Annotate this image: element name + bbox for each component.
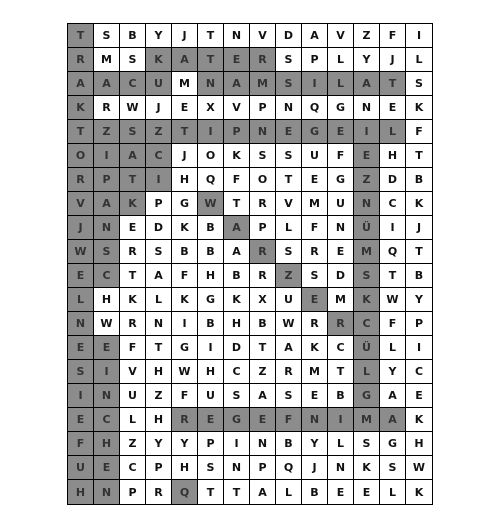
letter-cell[interactable]: O (68, 144, 94, 168)
letter-cell[interactable]: I (406, 24, 432, 48)
letter-cell[interactable]: S (276, 48, 302, 72)
letter-cell[interactable]: L (380, 480, 406, 504)
letter-cell[interactable]: Z (354, 168, 380, 192)
letter-cell[interactable]: B (276, 432, 302, 456)
letter-cell[interactable]: B (250, 312, 276, 336)
letter-cell[interactable]: J (146, 96, 172, 120)
letter-cell[interactable]: H (380, 144, 406, 168)
letter-cell[interactable]: C (94, 408, 120, 432)
letter-cell[interactable]: N (250, 120, 276, 144)
letter-cell[interactable]: N (68, 312, 94, 336)
letter-cell[interactable]: R (250, 192, 276, 216)
letter-cell[interactable]: L (276, 216, 302, 240)
letter-cell[interactable]: L (406, 48, 432, 72)
letter-cell[interactable]: W (276, 312, 302, 336)
letter-cell[interactable]: U (276, 288, 302, 312)
letter-cell[interactable]: O (250, 168, 276, 192)
letter-cell[interactable]: S (224, 384, 250, 408)
letter-cell[interactable]: A (250, 480, 276, 504)
letter-cell[interactable]: T (380, 72, 406, 96)
letter-cell[interactable]: N (354, 96, 380, 120)
letter-cell[interactable]: T (224, 192, 250, 216)
letter-cell[interactable]: S (354, 264, 380, 288)
letter-cell[interactable]: K (354, 288, 380, 312)
letter-cell[interactable]: K (172, 288, 198, 312)
letter-cell[interactable]: L (328, 72, 354, 96)
letter-cell[interactable]: Z (354, 24, 380, 48)
letter-cell[interactable]: Y (354, 48, 380, 72)
letter-cell[interactable]: H (146, 408, 172, 432)
letter-cell[interactable]: I (172, 312, 198, 336)
letter-cell[interactable]: S (94, 240, 120, 264)
letter-cell[interactable]: N (354, 192, 380, 216)
letter-cell[interactable]: K (406, 192, 432, 216)
letter-cell[interactable]: B (302, 480, 328, 504)
letter-cell[interactable]: R (250, 264, 276, 288)
letter-cell[interactable]: K (224, 144, 250, 168)
letter-cell[interactable]: K (224, 288, 250, 312)
letter-cell[interactable]: E (120, 216, 146, 240)
letter-cell[interactable]: I (198, 120, 224, 144)
letter-cell[interactable]: R (68, 48, 94, 72)
letter-cell[interactable]: I (94, 360, 120, 384)
letter-cell[interactable]: A (276, 336, 302, 360)
letter-cell[interactable]: E (354, 144, 380, 168)
letter-cell[interactable]: R (120, 312, 146, 336)
letter-cell[interactable]: T (250, 336, 276, 360)
letter-cell[interactable]: S (380, 456, 406, 480)
letter-cell[interactable]: T (68, 24, 94, 48)
letter-cell[interactable]: X (250, 288, 276, 312)
letter-cell[interactable]: E (198, 408, 224, 432)
letter-cell[interactable]: P (302, 48, 328, 72)
letter-cell[interactable]: L (328, 48, 354, 72)
letter-cell[interactable]: H (172, 168, 198, 192)
letter-cell[interactable]: N (94, 216, 120, 240)
letter-cell[interactable]: T (276, 168, 302, 192)
letter-cell[interactable]: E (172, 96, 198, 120)
letter-cell[interactable]: M (328, 288, 354, 312)
letter-cell[interactable]: S (406, 72, 432, 96)
letter-cell[interactable]: V (276, 192, 302, 216)
letter-cell[interactable]: J (406, 216, 432, 240)
letter-cell[interactable]: Z (94, 120, 120, 144)
letter-cell[interactable]: Q (302, 96, 328, 120)
letter-cell[interactable]: X (198, 96, 224, 120)
letter-cell[interactable]: P (198, 432, 224, 456)
letter-cell[interactable]: Q (198, 168, 224, 192)
letter-cell[interactable]: T (406, 144, 432, 168)
letter-cell[interactable]: L (354, 360, 380, 384)
letter-cell[interactable]: E (94, 336, 120, 360)
letter-cell[interactable]: N (250, 432, 276, 456)
letter-cell[interactable]: A (380, 384, 406, 408)
letter-cell[interactable]: F (328, 144, 354, 168)
letter-cell[interactable]: A (172, 48, 198, 72)
letter-cell[interactable]: T (380, 264, 406, 288)
letter-cell[interactable]: C (120, 456, 146, 480)
letter-cell[interactable]: C (354, 312, 380, 336)
letter-cell[interactable]: S (276, 72, 302, 96)
letter-cell[interactable]: T (224, 480, 250, 504)
letter-cell[interactable]: D (224, 336, 250, 360)
letter-cell[interactable]: Z (276, 264, 302, 288)
letter-cell[interactable]: W (406, 456, 432, 480)
letter-cell[interactable]: A (224, 72, 250, 96)
letter-cell[interactable]: W (380, 288, 406, 312)
letter-cell[interactable]: S (120, 48, 146, 72)
letter-cell[interactable]: R (94, 96, 120, 120)
letter-cell[interactable]: Z (120, 432, 146, 456)
letter-cell[interactable]: J (302, 456, 328, 480)
letter-cell[interactable]: M (354, 240, 380, 264)
letter-cell[interactable]: H (198, 360, 224, 384)
letter-cell[interactable]: Y (146, 24, 172, 48)
letter-cell[interactable]: E (380, 96, 406, 120)
letter-cell[interactable]: S (68, 360, 94, 384)
letter-cell[interactable]: I (380, 216, 406, 240)
letter-cell[interactable]: G (172, 336, 198, 360)
letter-cell[interactable]: I (198, 336, 224, 360)
letter-cell[interactable]: I (224, 432, 250, 456)
letter-cell[interactable]: K (302, 336, 328, 360)
letter-cell[interactable]: H (94, 288, 120, 312)
letter-cell[interactable]: F (380, 24, 406, 48)
letter-cell[interactable]: D (276, 24, 302, 48)
letter-cell[interactable]: N (146, 312, 172, 336)
letter-cell[interactable]: J (68, 216, 94, 240)
letter-cell[interactable]: J (380, 48, 406, 72)
letter-cell[interactable]: I (302, 72, 328, 96)
letter-cell[interactable]: C (406, 360, 432, 384)
letter-cell[interactable]: N (302, 408, 328, 432)
letter-cell[interactable]: S (250, 144, 276, 168)
letter-cell[interactable]: S (354, 432, 380, 456)
letter-cell[interactable]: A (94, 192, 120, 216)
letter-cell[interactable]: E (328, 240, 354, 264)
letter-cell[interactable]: H (406, 432, 432, 456)
letter-cell[interactable]: L (380, 120, 406, 144)
letter-cell[interactable]: F (302, 216, 328, 240)
letter-cell[interactable]: T (120, 168, 146, 192)
letter-cell[interactable]: A (146, 264, 172, 288)
letter-cell[interactable]: E (406, 384, 432, 408)
letter-cell[interactable]: A (120, 144, 146, 168)
letter-cell[interactable]: E (68, 264, 94, 288)
letter-cell[interactable]: T (406, 240, 432, 264)
letter-cell[interactable]: L (276, 480, 302, 504)
letter-cell[interactable]: B (328, 384, 354, 408)
letter-cell[interactable]: Q (276, 456, 302, 480)
letter-cell[interactable]: Y (406, 288, 432, 312)
letter-cell[interactable]: E (354, 480, 380, 504)
letter-cell[interactable]: E (328, 480, 354, 504)
letter-cell[interactable]: S (276, 144, 302, 168)
letter-cell[interactable]: A (380, 408, 406, 432)
letter-cell[interactable]: R (120, 240, 146, 264)
letter-cell[interactable]: N (224, 24, 250, 48)
letter-cell[interactable]: D (146, 216, 172, 240)
letter-cell[interactable]: V (250, 24, 276, 48)
letter-cell[interactable]: S (146, 240, 172, 264)
letter-cell[interactable]: P (224, 120, 250, 144)
letter-cell[interactable]: S (94, 24, 120, 48)
letter-cell[interactable]: L (380, 336, 406, 360)
letter-cell[interactable]: Y (380, 360, 406, 384)
letter-cell[interactable]: R (276, 360, 302, 384)
letter-cell[interactable]: L (68, 288, 94, 312)
letter-cell[interactable]: E (302, 384, 328, 408)
letter-cell[interactable]: W (172, 360, 198, 384)
letter-cell[interactable]: E (250, 408, 276, 432)
letter-cell[interactable]: B (198, 240, 224, 264)
letter-cell[interactable]: P (406, 312, 432, 336)
letter-cell[interactable]: F (172, 384, 198, 408)
letter-cell[interactable]: T (198, 480, 224, 504)
letter-cell[interactable]: J (172, 144, 198, 168)
letter-cell[interactable]: R (302, 312, 328, 336)
letter-cell[interactable]: H (146, 360, 172, 384)
letter-cell[interactable]: N (224, 456, 250, 480)
letter-cell[interactable]: K (414, 485, 424, 499)
letter-cell[interactable]: B (198, 312, 224, 336)
letter-cell[interactable]: K (68, 96, 94, 120)
letter-cell[interactable]: T (172, 120, 198, 144)
letter-cell[interactable]: H (68, 480, 94, 504)
letter-cell[interactable]: R (250, 48, 276, 72)
letter-cell[interactable]: Y (302, 432, 328, 456)
letter-cell[interactable]: N (328, 456, 354, 480)
letter-cell[interactable]: K (120, 288, 146, 312)
letter-cell[interactable]: L (120, 408, 146, 432)
letter-cell[interactable]: C (224, 360, 250, 384)
letter-cell[interactable]: I (328, 408, 354, 432)
letter-cell[interactable]: G (354, 384, 380, 408)
letter-cell[interactable]: B (172, 240, 198, 264)
letter-cell[interactable]: Ü (354, 216, 380, 240)
letter-cell[interactable]: W (198, 192, 224, 216)
letter-cell[interactable]: G (198, 288, 224, 312)
letter-cell[interactable]: T (120, 264, 146, 288)
letter-cell[interactable]: L (146, 288, 172, 312)
letter-cell[interactable]: S (198, 456, 224, 480)
letter-cell[interactable]: E (224, 48, 250, 72)
letter-cell[interactable]: R (146, 480, 172, 504)
letter-cell[interactable]: E (302, 288, 328, 312)
letter-cell[interactable]: E (302, 168, 328, 192)
letter-cell[interactable]: G (328, 96, 354, 120)
letter-cell[interactable]: D (380, 168, 406, 192)
letter-cell[interactable]: B (224, 264, 250, 288)
letter-cell[interactable]: R (172, 408, 198, 432)
letter-cell[interactable]: M (302, 360, 328, 384)
letter-cell[interactable]: W (94, 312, 120, 336)
letter-cell[interactable]: E (68, 408, 94, 432)
letter-cell[interactable]: K (406, 408, 432, 432)
letter-cell[interactable]: T (198, 24, 224, 48)
letter-cell[interactable]: U (68, 456, 94, 480)
letter-cell[interactable]: U (120, 384, 146, 408)
letter-cell[interactable]: R (68, 168, 94, 192)
letter-cell[interactable]: W (120, 96, 146, 120)
letter-cell[interactable]: E (328, 120, 354, 144)
letter-cell[interactable]: A (302, 24, 328, 48)
letter-cell[interactable]: N (94, 384, 120, 408)
letter-cell[interactable]: H (172, 456, 198, 480)
letter-cell[interactable]: F (380, 312, 406, 336)
letter-cell[interactable]: Z (146, 120, 172, 144)
letter-cell[interactable]: I (354, 120, 380, 144)
letter-cell[interactable]: J (172, 24, 198, 48)
letter-cell[interactable]: U (198, 384, 224, 408)
letter-cell[interactable]: K (120, 192, 146, 216)
letter-cell[interactable]: A (94, 72, 120, 96)
letter-cell[interactable]: F (276, 408, 302, 432)
letter-cell[interactable]: L (328, 432, 354, 456)
letter-cell[interactable]: C (146, 144, 172, 168)
letter-cell[interactable]: N (94, 480, 120, 504)
letter-cell[interactable]: P (250, 456, 276, 480)
letter-cell[interactable]: K (146, 48, 172, 72)
letter-cell[interactable]: M (172, 72, 198, 96)
letter-cell[interactable]: U (302, 144, 328, 168)
letter-cell[interactable]: B (406, 264, 432, 288)
letter-cell[interactable]: T (198, 48, 224, 72)
letter-cell[interactable]: O (198, 144, 224, 168)
letter-cell[interactable]: Y (172, 432, 198, 456)
letter-cell[interactable]: I (406, 336, 432, 360)
letter-cell[interactable]: T (328, 360, 354, 384)
letter-cell[interactable]: B (198, 216, 224, 240)
letter-cell[interactable]: B (120, 24, 146, 48)
letter-cell[interactable]: W (68, 240, 94, 264)
letter-cell[interactable]: Z (250, 360, 276, 384)
letter-cell[interactable]: S (276, 384, 302, 408)
letter-cell[interactable]: H (198, 264, 224, 288)
letter-cell[interactable]: Ü (354, 336, 380, 360)
letter-cell[interactable]: C (120, 72, 146, 96)
letter-cell[interactable]: A (224, 216, 250, 240)
letter-cell[interactable]: N (276, 96, 302, 120)
letter-cell[interactable]: A (250, 384, 276, 408)
letter-cell[interactable]: S (276, 240, 302, 264)
letter-cell[interactable]: C (328, 336, 354, 360)
letter-cell[interactable]: A (354, 72, 380, 96)
letter-cell[interactable]: C (94, 264, 120, 288)
letter-cell[interactable]: G (380, 432, 406, 456)
letter-cell[interactable]: I (146, 168, 172, 192)
letter-cell[interactable]: K (354, 456, 380, 480)
letter-cell[interactable]: Y (146, 432, 172, 456)
letter-cell[interactable]: K (172, 216, 198, 240)
letter-cell[interactable]: S (302, 264, 328, 288)
letter-cell[interactable]: Q (380, 240, 406, 264)
letter-cell[interactable]: G (224, 408, 250, 432)
letter-cell[interactable]: H (224, 312, 250, 336)
letter-cell[interactable]: H (94, 432, 120, 456)
letter-cell[interactable]: M (250, 72, 276, 96)
letter-cell[interactable]: V (68, 192, 94, 216)
letter-cell[interactable]: E (94, 456, 120, 480)
letter-cell[interactable]: U (328, 192, 354, 216)
letter-cell[interactable]: G (328, 168, 354, 192)
letter-cell[interactable]: R (250, 240, 276, 264)
letter-cell[interactable]: P (94, 168, 120, 192)
letter-cell[interactable]: F (120, 336, 146, 360)
letter-cell[interactable]: Z (146, 384, 172, 408)
letter-cell[interactable]: B (406, 168, 432, 192)
letter-cell[interactable]: I (68, 384, 94, 408)
letter-cell[interactable]: R (302, 240, 328, 264)
letter-cell[interactable]: A (68, 72, 94, 96)
letter-cell[interactable]: R (328, 312, 354, 336)
letter-cell[interactable]: U (146, 72, 172, 96)
letter-cell[interactable]: I (94, 144, 120, 168)
letter-cell[interactable]: F (224, 168, 250, 192)
letter-cell[interactable]: F (406, 120, 432, 144)
letter-cell[interactable]: N (198, 72, 224, 96)
letter-cell[interactable]: T (68, 120, 94, 144)
letter-cell[interactable]: V (328, 24, 354, 48)
letter-cell[interactable]: E (276, 120, 302, 144)
letter-cell[interactable]: C (380, 192, 406, 216)
letter-cell[interactable]: P (146, 192, 172, 216)
letter-cell[interactable]: M (94, 48, 120, 72)
letter-cell[interactable]: V (224, 96, 250, 120)
letter-cell[interactable]: P (120, 480, 146, 504)
letter-cell[interactable]: G (172, 192, 198, 216)
letter-cell[interactable]: F (68, 432, 94, 456)
letter-cell[interactable]: N (328, 216, 354, 240)
letter-cell[interactable]: P (250, 216, 276, 240)
letter-cell[interactable]: P (146, 456, 172, 480)
letter-cell[interactable]: D (328, 264, 354, 288)
letter-cell[interactable]: F (172, 264, 198, 288)
letter-cell[interactable]: V (120, 360, 146, 384)
letter-cell[interactable]: S (120, 120, 146, 144)
letter-cell[interactable]: A (224, 240, 250, 264)
letter-cell[interactable]: M (354, 408, 380, 432)
letter-cell[interactable]: T (146, 336, 172, 360)
letter-cell[interactable]: G (302, 120, 328, 144)
letter-cell[interactable]: P (250, 96, 276, 120)
letter-cell[interactable]: M (302, 192, 328, 216)
letter-cell[interactable]: E (68, 336, 94, 360)
letter-cell[interactable]: Q (172, 480, 198, 504)
word-search-grid (68, 24, 432, 504)
letter-cell[interactable]: K (406, 96, 432, 120)
